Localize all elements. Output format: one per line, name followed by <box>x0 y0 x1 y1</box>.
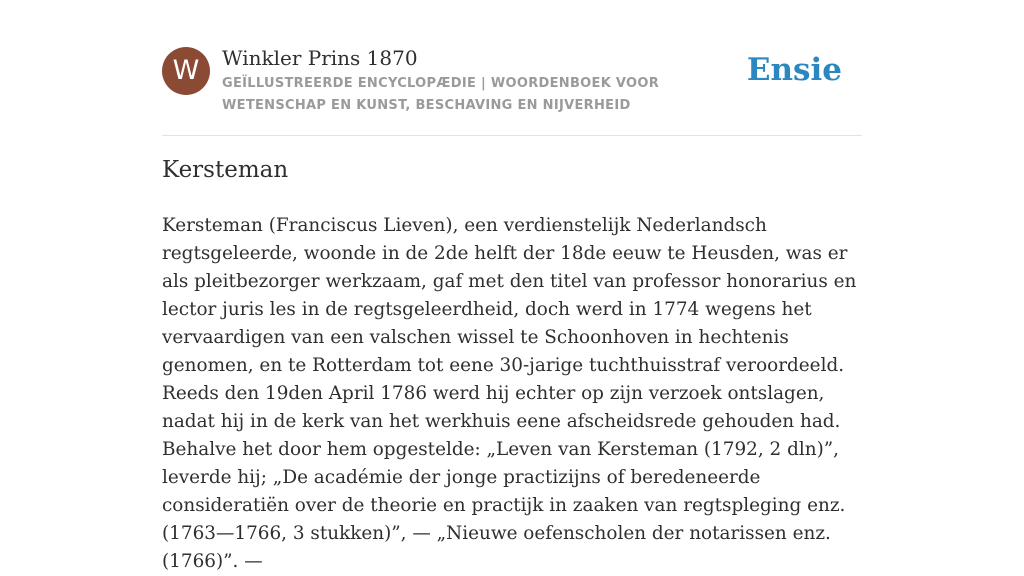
entry-body: Kersteman (Franciscus Lieven), een verdienstelijk Nederlandsch regtsgeleerde, woonde in de 2de helft der 18de eeuw te Heusden, was er als pleitbezorger werkzaam, gaf met den titel van professor honorarius en lector juris les in de regtsgeleerdheid, doch werd in 1774 wegens het vervaardigen van een valschen wissel te Schoonhoven in hechtenis genomen, en te Rotterdam tot eene 30-jarige tuchthuisstraf veroordeeld. Reeds den 19den April 1786 werd hij echter op zijn verzoek ontslagen, nadat hij in de kerk van het werkhuis eene afscheidsrede gehouden had. Behalve het door hem opgestelde: „Leven van Kersteman (1792, 2 dln)”, leverde hij; „De académie der jonge practizijns of beredeneerde consideratiën over de theorie en practijk in zaaken van regtspleging enz. (1763—1766, 3 stukken)”, — „Nieuwe oefenscholen der notarissen enz. (1766)”. — <box>162 215 857 572</box>
source-avatar[interactable]: W <box>162 47 210 95</box>
source-subtitle: GEÏLLUSTREERDE ENCYCLOPÆDIE | WOORDENBOEK VOOR WETENSCHAP EN KUNST, BESCHAVING EN NIJVERHEID <box>222 76 660 113</box>
source-title[interactable]: Winkler Prins 1870 <box>222 46 418 70</box>
ensie-logo-link[interactable]: Ensie <box>746 52 842 88</box>
entry-title: Kersteman <box>162 157 289 183</box>
source-header <box>162 44 862 136</box>
